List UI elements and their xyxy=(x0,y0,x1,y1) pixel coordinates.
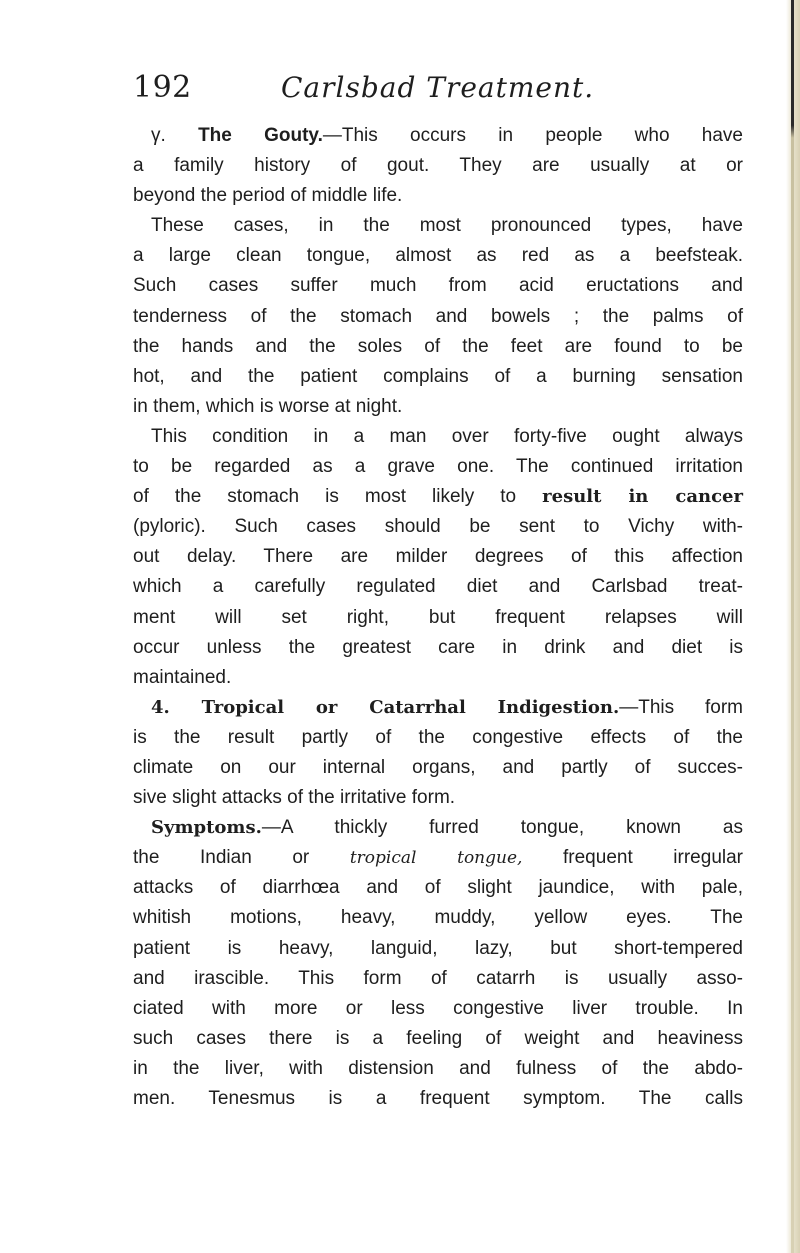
text-line: attacks of diarrhœa and of slight jaundice, with pale, xyxy=(133,877,743,899)
line-text: —This occurs in people who have xyxy=(322,125,744,146)
italic-tropical-tongue: tropical tongue, xyxy=(349,848,523,869)
section-heading-gouty: The Gouty. xyxy=(198,125,323,146)
text-line: the hands and the soles of the feet are found to be xyxy=(133,335,743,357)
body-text xyxy=(133,121,743,1114)
text-line xyxy=(133,813,743,843)
running-title: Carlsbad Treatment. xyxy=(281,71,595,104)
text-line: in them, which is worse at night. xyxy=(133,395,403,417)
text-line: ment will set right, but frequent relapses will xyxy=(133,606,743,628)
section-heading-tropical: 4. Tropical or Catarrhal Indigestion. xyxy=(151,696,620,718)
text-line: in the liver, with distension and fulness of the abdo- xyxy=(133,1057,743,1079)
line-text: —This form xyxy=(619,696,743,718)
text-line: and irascible. This form of catarrh is usually asso- xyxy=(133,967,743,989)
text-line: Such cases suffer much from acid eructations and xyxy=(133,275,743,297)
subheading-symptoms: Symptoms. xyxy=(151,817,262,839)
text-line: patient is heavy, languid, lazy, but short-tempered xyxy=(133,937,743,959)
line-text: —A thickly furred tongue, known as xyxy=(261,817,743,839)
text-line: hot, and the patient complains of a burning sensation xyxy=(133,365,743,387)
text-line: tenderness of the stomach and bowels ; the palms of xyxy=(133,305,743,327)
page-edge-binding xyxy=(791,0,794,1253)
line-text: of the stomach is most likely to xyxy=(133,486,543,508)
text-line: such cases there is a feeling of weight and heaviness xyxy=(133,1027,743,1049)
text-line: (pyloric). Such cases should be sent to Vichy with- xyxy=(133,516,743,538)
text-line: which a carefully regulated diet and Carlsbad treat- xyxy=(133,576,743,598)
text-line: is the result partly of the congestive effects of the xyxy=(133,726,743,748)
text-line: a large clean tongue, almost as red as a beefsteak. xyxy=(133,245,743,267)
text-line: occur unless the greatest care in drink and diet is xyxy=(133,636,743,658)
line-text: the Indian or xyxy=(133,847,350,869)
text-line: ciated with more or less congestive liver trouble. In xyxy=(133,997,743,1019)
text-line: a family history of gout. They are usually at or xyxy=(133,155,743,177)
text-line: whitish motions, heavy, muddy, yellow eyes. The xyxy=(133,907,743,929)
text-line: to be regarded as a grave one. The continued irritation xyxy=(133,456,743,478)
text-line: These cases, in the most pronounced types, have xyxy=(151,215,743,237)
text-line xyxy=(133,482,743,512)
text-line xyxy=(133,843,743,873)
text-line: men. Tenesmus is a frequent symptom. The calls xyxy=(133,1088,743,1109)
running-header xyxy=(133,66,753,110)
page-number: 192 xyxy=(133,70,192,105)
text-line: sive slight attacks of the irritative form. xyxy=(133,787,456,809)
line-text: γ. xyxy=(151,125,199,146)
text-line: climate on our internal organs, and partly of succes- xyxy=(133,756,743,778)
text-line: maintained. xyxy=(133,666,232,688)
text-line xyxy=(133,693,743,723)
text-line: out delay. There are milder degrees of this affection xyxy=(133,546,743,568)
text-line: This condition in a man over forty-five ought always xyxy=(151,425,743,447)
line-text: frequent irregular xyxy=(522,847,743,869)
text-line: beyond the period of middle life. xyxy=(133,185,403,207)
text-line xyxy=(133,121,743,151)
emphasis-result-in-cancer: result in cancer xyxy=(542,486,743,508)
